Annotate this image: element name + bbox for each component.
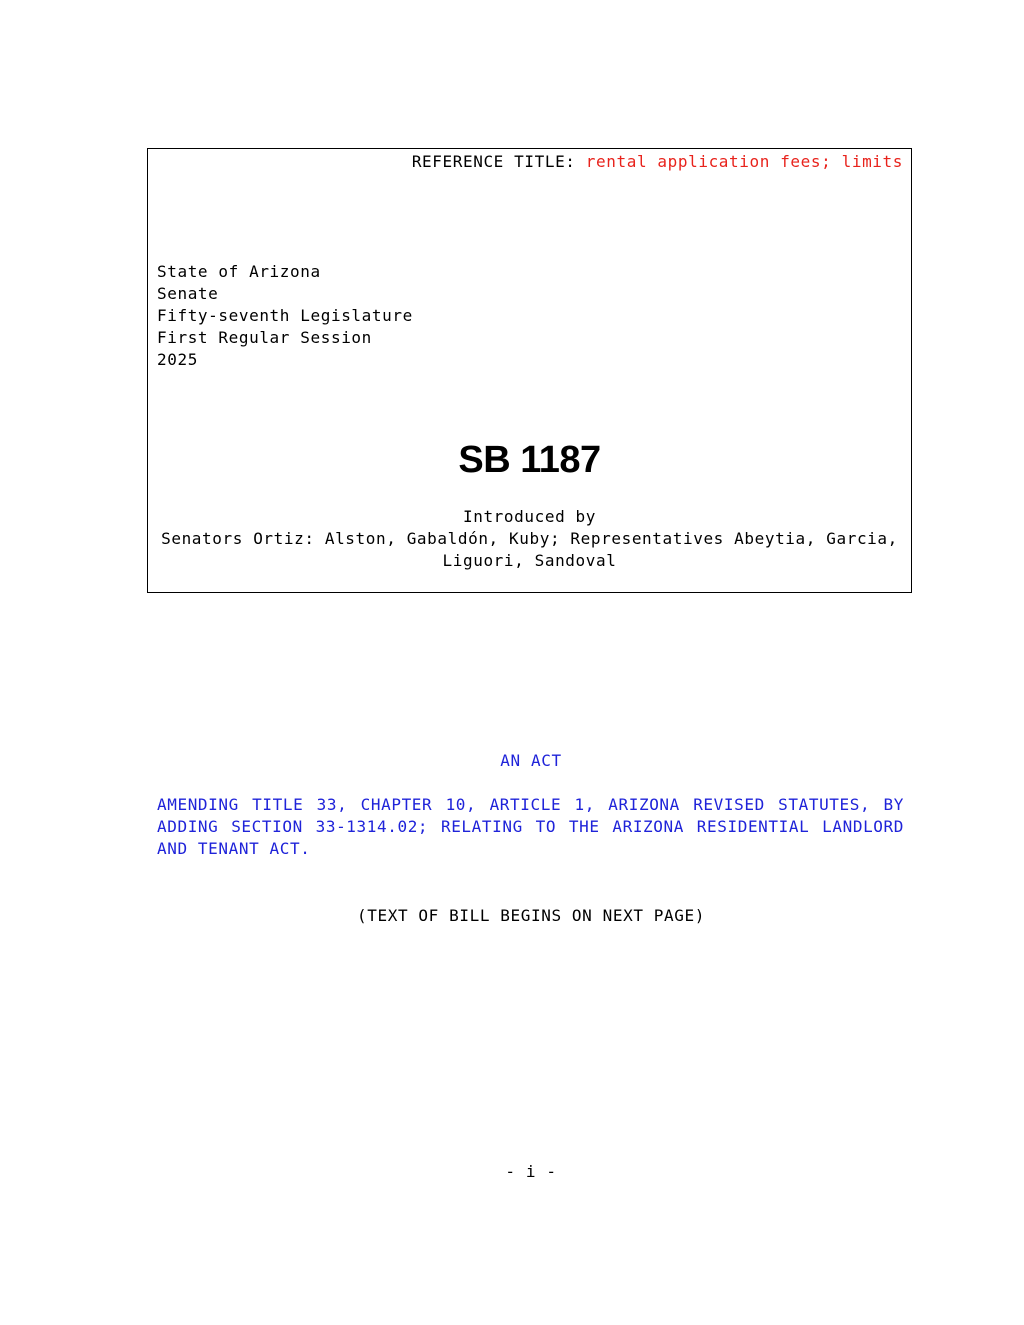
legislature-name: Fifty-seventh Legislature bbox=[157, 306, 413, 325]
chamber-name: Senate bbox=[157, 284, 219, 303]
reference-title-value: rental application fees; limits bbox=[585, 152, 903, 171]
sponsors-line-1: Senators Ortiz: Alston, Gabaldón, Kuby; Representatives Abeytia, Garcia, bbox=[161, 529, 898, 548]
act-heading: AN ACT bbox=[500, 751, 562, 770]
session-year: 2025 bbox=[157, 350, 198, 369]
page-number: - i - bbox=[505, 1162, 557, 1181]
act-description: AMENDING TITLE 33, CHAPTER 10, ARTICLE 1, ARIZONA REVISED STATUTES, BY ADDING SECTION 33-1314.02; RELATING TO THE ARIZONA RESIDENTIAL LANDLORD AND TENANT ACT. bbox=[157, 795, 904, 858]
bill-number: SB 1187 bbox=[458, 439, 601, 481]
cover-box bbox=[147, 148, 912, 593]
session-name: First Regular Session bbox=[157, 328, 372, 347]
state-name: State of Arizona bbox=[157, 262, 321, 281]
introduced-by-label: Introduced by bbox=[462, 507, 597, 526]
reference-title bbox=[412, 151, 903, 173]
sponsors-line-2: Liguori, Sandoval bbox=[442, 551, 617, 570]
reference-title-label: REFERENCE TITLE: bbox=[411, 152, 576, 171]
session-info bbox=[157, 261, 413, 371]
text-begins-note: (TEXT OF BILL BEGINS ON NEXT PAGE) bbox=[357, 906, 705, 925]
introduced-by-block bbox=[148, 506, 911, 572]
